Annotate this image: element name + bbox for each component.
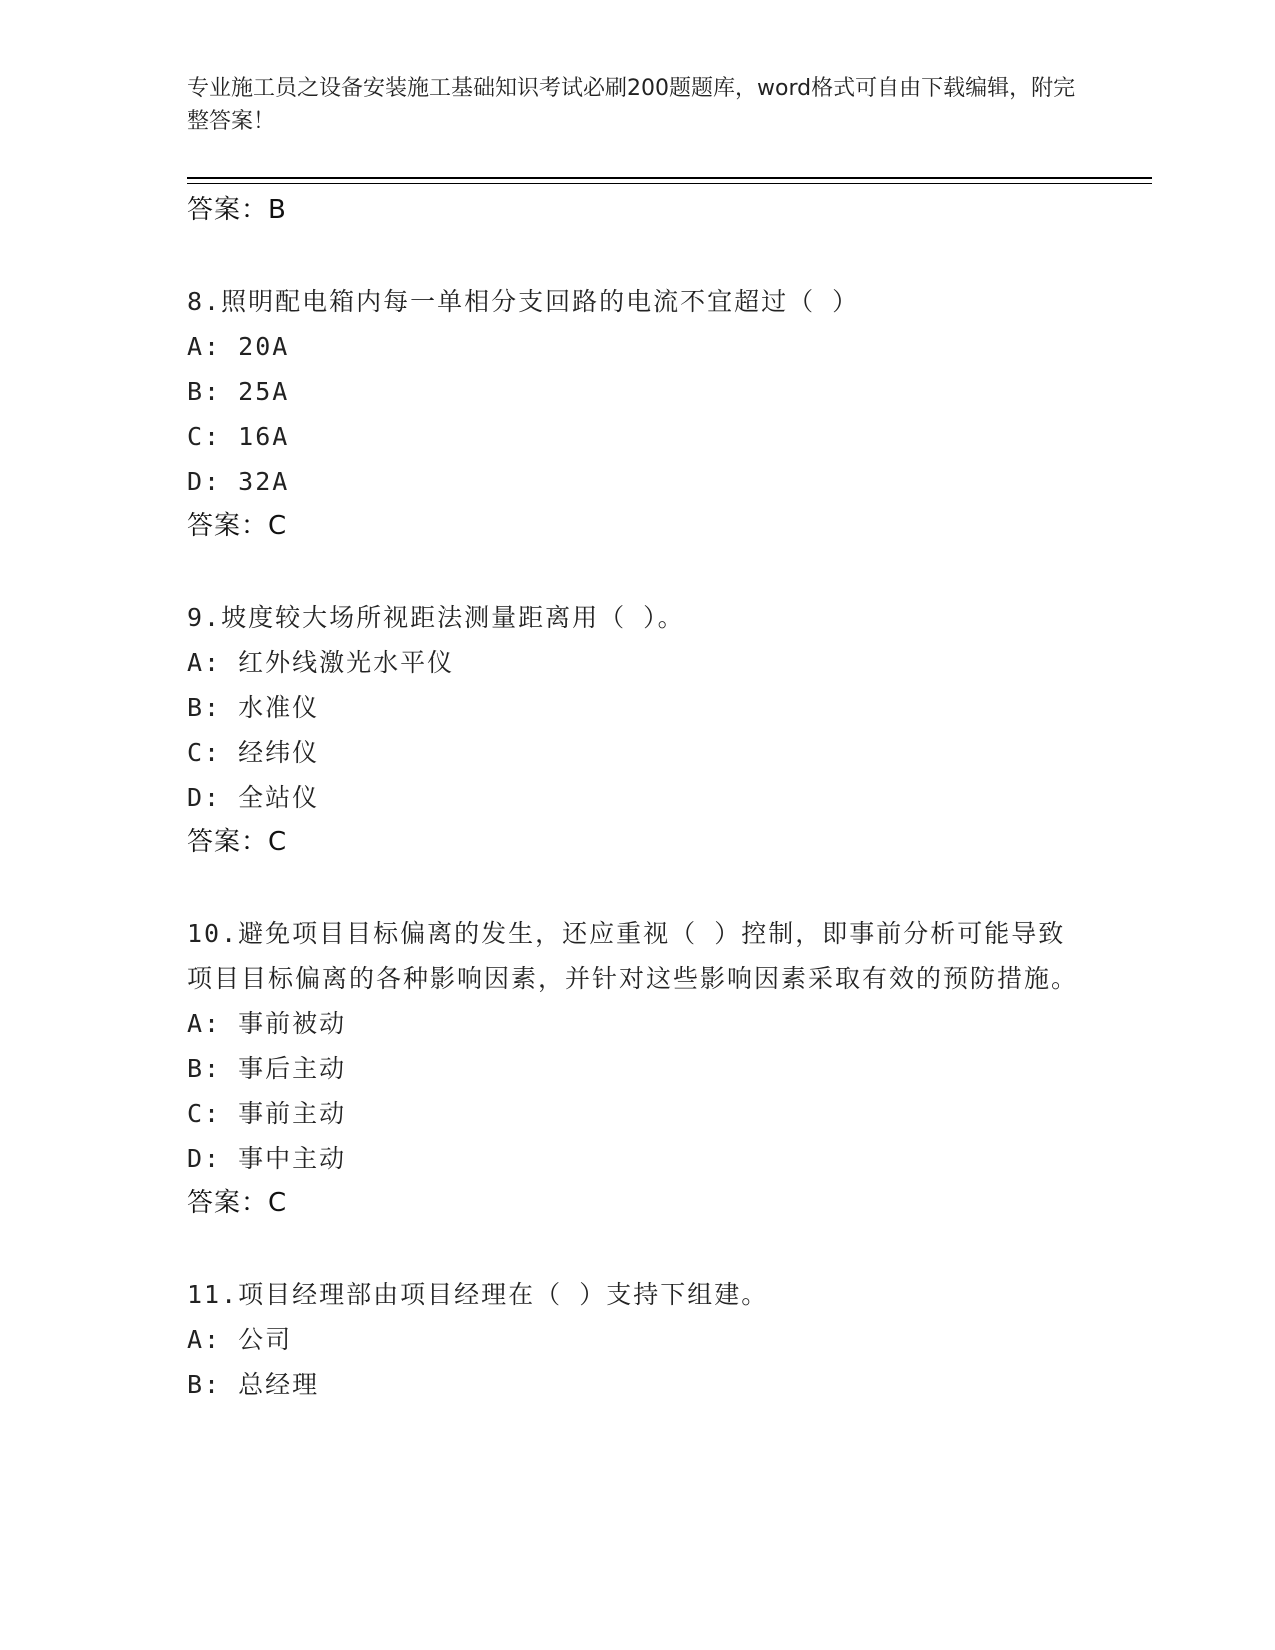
question-list: [187, 188, 1087, 1407]
option-a: A: 事前被动: [187, 1009, 347, 1038]
question-block: [187, 1272, 1087, 1407]
spacer: [187, 549, 1087, 595]
question-stem: 11.项目经理部由项目经理在（ ）支持下组建。: [187, 1280, 769, 1309]
option-a: A: 公司: [187, 1325, 293, 1354]
answer-line: 答案：C: [187, 511, 288, 541]
spacer: [187, 865, 1087, 911]
header-rule-thin: [187, 183, 1152, 184]
option-a: A: 20A: [187, 332, 290, 361]
option-b: B: 25A: [187, 377, 290, 406]
spacer: [187, 1226, 1087, 1272]
option-b: B: 事后主动: [187, 1054, 347, 1083]
option-d: D: 事中主动: [187, 1144, 347, 1173]
option-d: D: 全站仪: [187, 783, 320, 812]
option-b: B: 总经理: [187, 1370, 320, 1399]
option-b: B: 水准仪: [187, 693, 320, 722]
question-block: [187, 911, 1087, 1226]
answer-line: 答案：C: [187, 1188, 288, 1218]
option-c: C: 16A: [187, 422, 290, 451]
answer-line: 答案：B: [187, 195, 287, 225]
question-block: [187, 279, 1087, 549]
question-stem: 8.照明配电箱内每一单相分支回路的电流不宜超过（ ）: [187, 287, 860, 316]
answer-line: 答案：C: [187, 827, 288, 857]
option-c: C: 事前主动: [187, 1099, 347, 1128]
header-rule-thick: [187, 177, 1152, 179]
spacer: [187, 233, 1087, 279]
option-a: A: 红外线激光水平仪: [187, 648, 455, 677]
question-stem: 9.坡度较大场所视距法测量距离用（ ）。: [187, 603, 685, 632]
question-stem: 10.避免项目目标偏离的发生，还应重视（ ）控制，即事前分析可能导致项目目标偏离的各种影响因素，并针对这些影响因素采取有效的预防措施。: [187, 919, 1079, 993]
option-d: D: 32A: [187, 467, 290, 496]
option-c: C: 经纬仪: [187, 738, 320, 767]
document-header: 专业施工员之设备安装施工基础知识考试必刷200题题库，word格式可自由下载编辑，附完整答案！: [187, 76, 1076, 134]
question-block: [187, 595, 1087, 865]
